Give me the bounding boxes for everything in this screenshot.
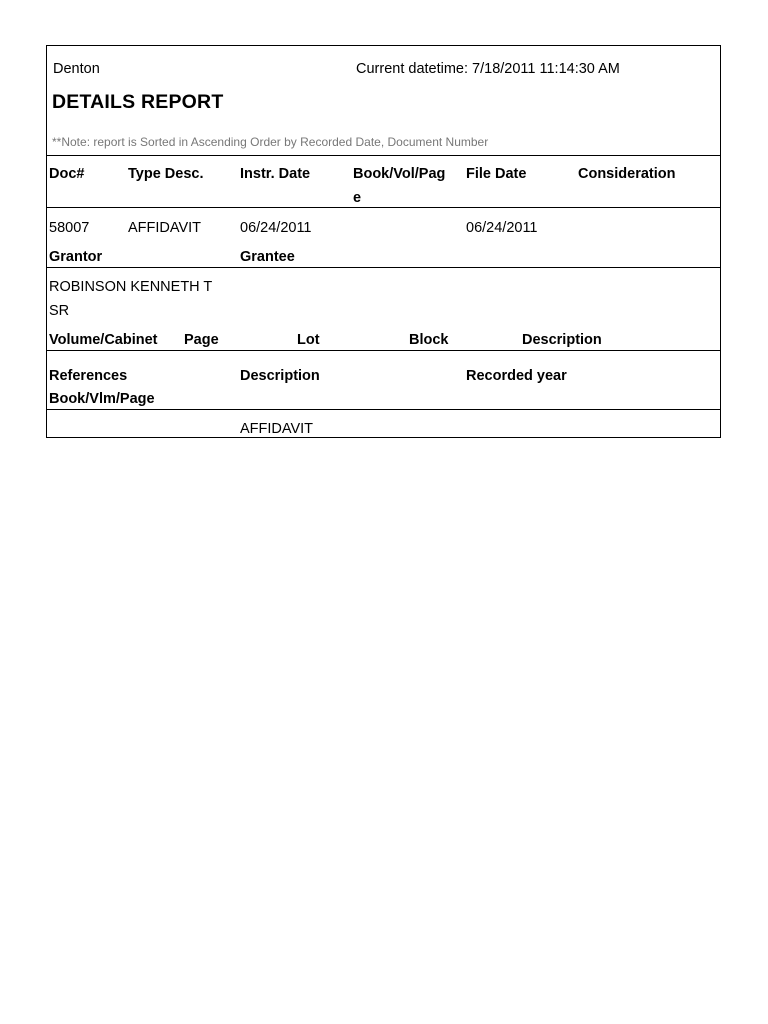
col-book-vol-page: Book/Vol/Pag: [353, 166, 446, 182]
current-datetime: Current datetime: 7/18/2011 11:14:30 AM: [356, 61, 620, 77]
references-label: References: [49, 368, 128, 384]
divider: [47, 409, 720, 410]
divider: [47, 350, 720, 351]
references-description-value: AFFIDAVIT: [240, 421, 314, 437]
lot-label: Lot: [297, 332, 320, 348]
grantee-label: Grantee: [240, 249, 295, 265]
sort-note: **Note: report is Sorted in Ascending Order by Recorded Date, Document Number: [52, 135, 489, 149]
legal-description-label: Description: [522, 332, 602, 348]
col-consideration: Consideration: [578, 166, 676, 182]
col-book-vol-page-wrap: e: [353, 190, 362, 206]
record-type-desc: AFFIDAVIT: [128, 220, 202, 236]
volume-cabinet-label: Volume/Cabinet: [49, 332, 158, 348]
grantor-name-wrap: SR: [49, 303, 70, 319]
county-name: Denton: [53, 61, 100, 77]
divider: [47, 267, 720, 268]
references-description-label: Description: [240, 368, 320, 384]
divider: [47, 207, 720, 208]
grantor-name: ROBINSON KENNETH T: [49, 279, 213, 295]
record-file-date: 06/24/2011: [466, 220, 538, 236]
block-label: Block: [409, 332, 449, 348]
col-type-desc: Type Desc.: [128, 166, 204, 182]
record-doc: 58007: [49, 220, 90, 236]
report-frame: [46, 45, 721, 438]
col-instr-date: Instr. Date: [240, 166, 311, 182]
recorded-year-label: Recorded year: [466, 368, 567, 384]
col-doc: Doc#: [49, 166, 85, 182]
references-book-label: Book/Vlm/Page: [49, 391, 155, 407]
page-label: Page: [184, 332, 219, 348]
col-file-date: File Date: [466, 166, 527, 182]
page-title: DETAILS REPORT: [52, 91, 224, 113]
divider: [47, 155, 720, 156]
grantor-label: Grantor: [49, 249, 103, 265]
record-instr-date: 06/24/2011: [240, 220, 312, 236]
